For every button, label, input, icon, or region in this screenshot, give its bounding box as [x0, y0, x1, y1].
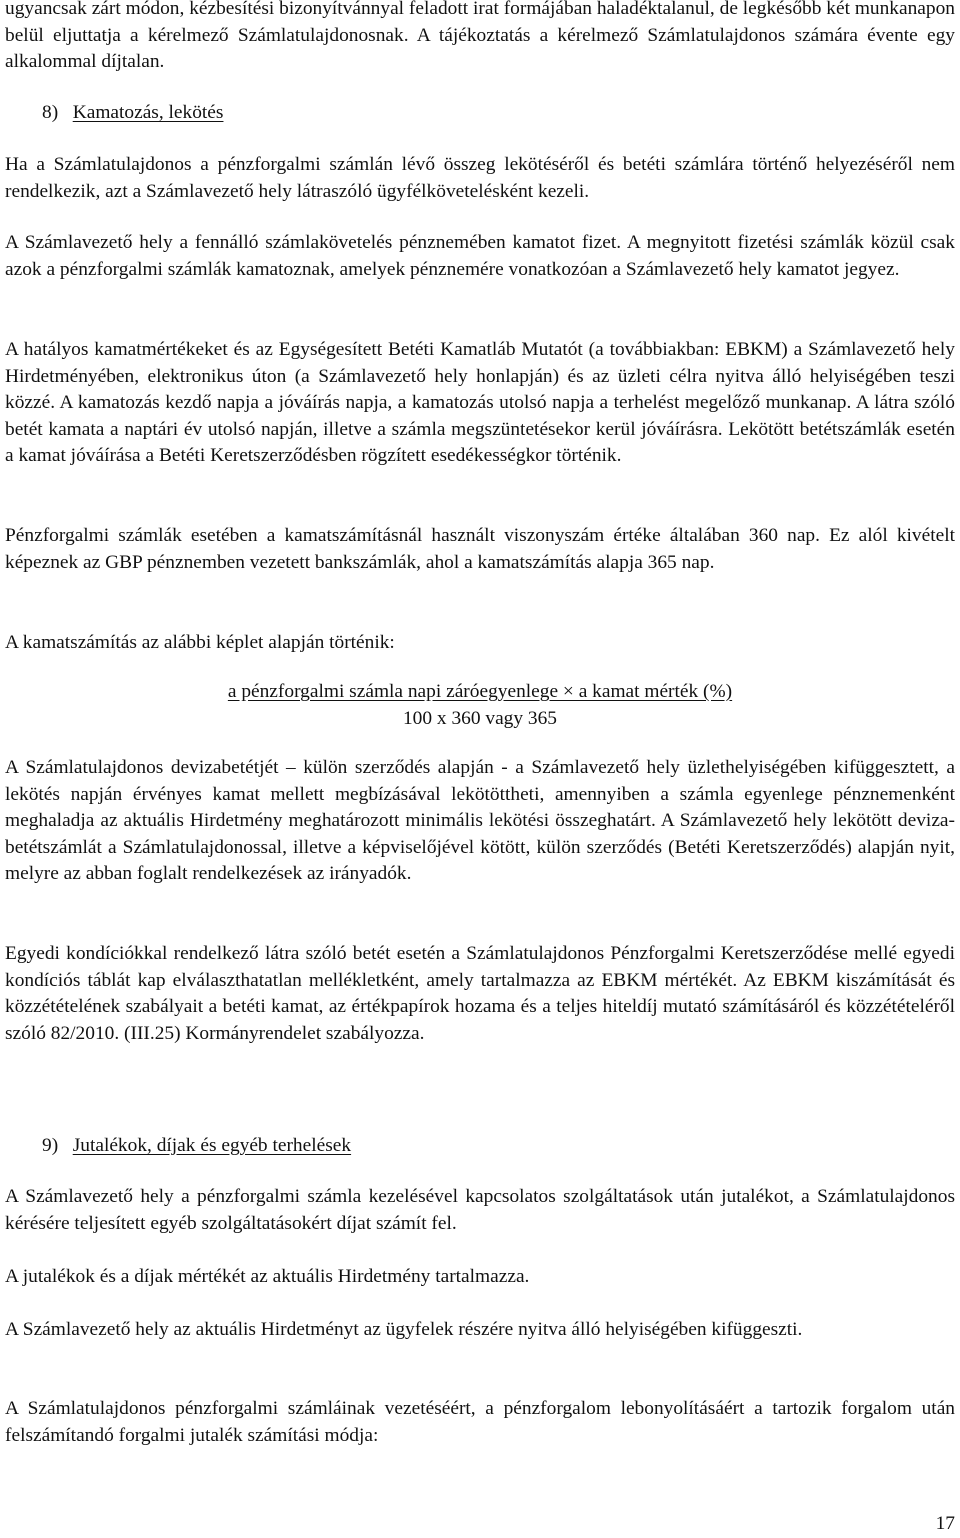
- section-9-number: 9): [42, 1135, 59, 1156]
- paragraph-commissions-fees: A Számlavezető hely a pénzforgalmi számla kezelésével kapcsolatos szolgáltatások után jutalékot, a Számlatulajdonos kérésére teljesített egyéb szolgáltatásokért díjat számít fel.: [5, 1186, 955, 1234]
- paragraph-individual-conditions: Egyedi kondíciókkal rendelkező látra szóló betét esetén a Számlatulajdonos Pénzforgalmi Keretszerződése mellé egyedi kondíciós táblát kap elválaszthatatlan mellékletként, amely tartalmazza az EBKM mértékét. Az EBKM kiszámítását és közzétételének szabályait a betéti kamat, az értékpapírok hozama és a teljes hiteldíj mutató számításáról és közzétételéről szóló 82/2010. (III.25) Kormányrendelet szabályozza.: [5, 943, 955, 1044]
- formula-denominator: 100 x 360 vagy 365: [402, 707, 558, 729]
- section-8-heading: [42, 100, 223, 127]
- section-8-title: Kamatozás, lekötés: [72, 102, 224, 123]
- section-9-heading: [42, 1133, 351, 1160]
- paragraph-fee-rates: A jutalékok és a díjak mértékét az aktuális Hirdetmény tartalmazza.: [5, 1266, 530, 1287]
- paragraph-foreign-currency-deposit: A Számlatulajdonos devizabetétjét – külön szerződés alapján - a Számlavezető hely üzlethelyiségében kifüggesztett, a lekötés napján érvényes kamat mellett megbízásával lekötöttheti, amennyiben a számla egyenlege pénznemenként meghaladja az aktuális Hirdetmény meghatározott minimális lekötési összeghatárt. A Számlavezető hely lekötött deviza-betétszámlát a Számlatulajdonossal, illetve a képviselőjével kötött, külön szerződés (Betéti Keretszerződés) alapján nyit, melyre az abban foglalt rendelkezések az irányadók.: [5, 757, 955, 884]
- paragraph-formula-intro: A kamatszámítás az alábbi képlet alapján történik:: [5, 632, 395, 653]
- interest-formula: [0, 679, 960, 732]
- paragraph-turnover-commission: A Számlatulajdonos pénzforgalmi számláinak vezetéséért, a pénzforgalom lebonyolításáért a tartozik forgalom után felszámítandó forgalmi jutalék számítási módja:: [5, 1398, 955, 1446]
- section-9-title: Jutalékok, díjak és egyéb terhelések: [72, 1135, 352, 1156]
- section-8-number: 8): [42, 102, 59, 123]
- paragraph-day-count-basis: Pénzforgalmi számlák esetében a kamatszámításnál használt viszonyszám értéke általában 360 nap. Ez alól kivételt képeznek az GBP pénznemben vezetett bankszámlák, ahol a kamatszámítás alapja 365 nap.: [5, 525, 955, 573]
- paragraph-deposit-placement: Ha a Számlatulajdonos a pénzforgalmi számlán lévő összeg lekötéséről és betéti számlára történő helyezéséről nem rendelkezik, azt a Számlavezető hely látraszóló ügyfélkövetelésként kezeli.: [5, 154, 955, 202]
- formula-numerator: a pénzforgalmi számla napi záróegyenlege × a kamat mérték (%): [227, 681, 733, 702]
- paragraph-interest-rates-ebkm: A hatályos kamatmértékeket és az Egységesített Betéti Kamatláb Mutatót (a továbbiakban: EBKM) a Számlavezető hely Hirdetményében, elektronikus úton (a Számlavezető hely honlapján) és az üzleti célra nyitva álló helyiségében teszi közzé. A kamatozás kezdő napja a jóváírás napja, a kamatozás utolsó napja a terhelést megelőző munkanap. A látra szóló betét kamata a naptári év utolsó napján, illetve a számla megszüntetésekor kerül jóváírásra. Lekötött betétszámlák esetén a kamat jóváírása a Betéti Keretszerződésben rögzített esedékességkor történik.: [5, 339, 955, 466]
- paragraph-interest-currency: A Számlavezető hely a fennálló számlakövetelés pénznemében kamatot fizet. A megnyitott fizetési számlák közül csak azok a pénzforgalmi számlák kamatoznak, amelyek pénznemére vonatkozóan a Számlavezető hely kamatot jegyez.: [5, 232, 955, 280]
- paragraph-account-statement-info: ugyancsak zárt módon, kézbesítési bizonyítvánnyal feladott irat formájában haladéktalanul, de legkésőbb két munkanapon belül eljuttatja a kérelmező Számlatulajdonosnak. A tájékoztatás a kérelmező Számlatulajdonos számára évente egy alkalommal díjtalan.: [5, 0, 955, 72]
- paragraph-announcement-display: A Számlavezető hely az aktuális Hirdetményt az ügyfelek részére nyitva álló helyiségében kifüggeszti.: [5, 1319, 803, 1340]
- page-number: 17: [935, 1513, 955, 1534]
